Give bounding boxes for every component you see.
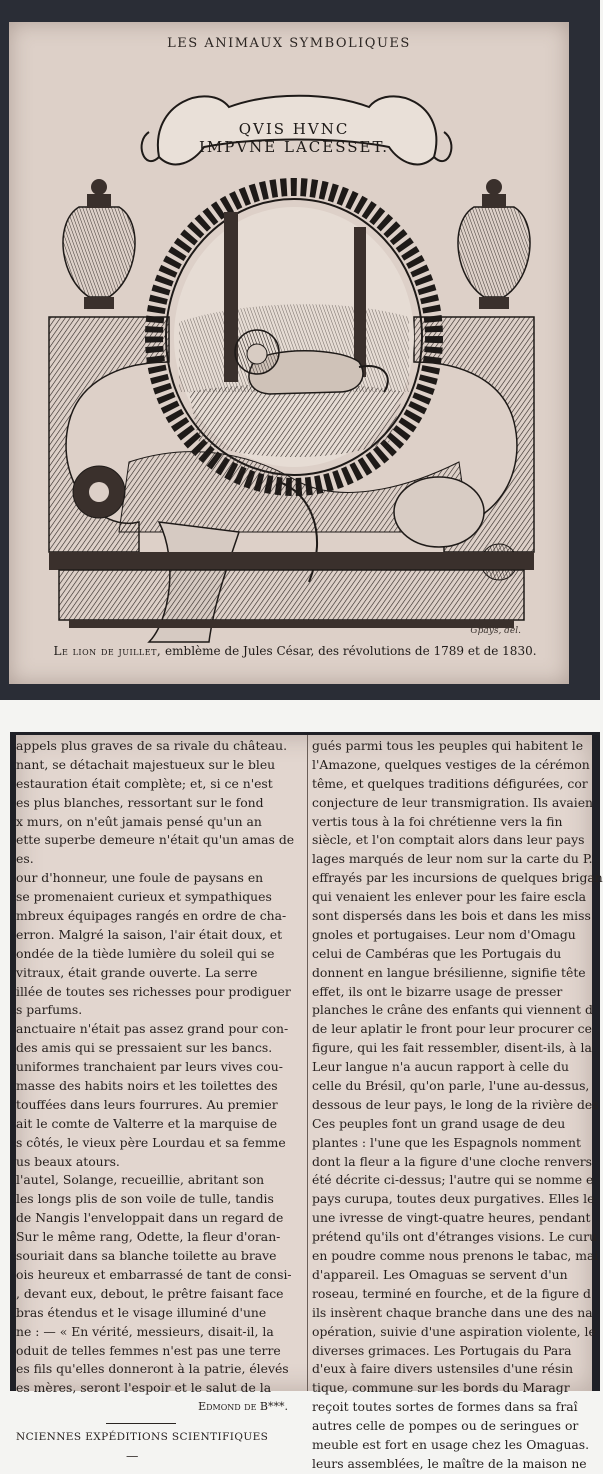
text-line: erron. Malgré la saison, l'air était doux, et	[16, 926, 283, 942]
right-urn	[458, 179, 530, 309]
text-line: dessous de leur pays, le long de la rivière des	[312, 1096, 599, 1112]
text-line: uniformes tranchaient par leurs vives cou-	[16, 1059, 283, 1075]
text-line: d'appareil. Les Omaguas se servent d'un	[312, 1266, 568, 1282]
left-column	[16, 737, 302, 1466]
text-line: Leur langue n'a aucun rapport à celle du	[312, 1059, 570, 1075]
lion-scene	[174, 207, 414, 467]
text-line: une ivresse de vingt-quatre heures, pendant	[312, 1210, 591, 1226]
text-line: ondée de la tiède lumière du soleil qui se	[16, 945, 275, 961]
text-line: touffées dans leurs fourrures. Au premier	[16, 1096, 278, 1112]
text-line: d'eux à faire divers ustensiles d'une résin	[312, 1361, 574, 1377]
text-line: celui de Cambéras que les Portugais du	[312, 945, 562, 961]
text-line: qui venaient les enlever pour les faire escla	[312, 889, 587, 905]
text-line: gnoles et portugaises. Leur nom d'Omagu	[312, 926, 576, 942]
text-line: de leur aplatir le front pour leur procurer ce	[312, 1021, 592, 1037]
text-line: ils insèrent chaque branche dans une des na	[312, 1304, 593, 1320]
motto-banner	[142, 96, 452, 165]
text-line: bras étendus et le visage illuminé d'une	[16, 1304, 267, 1320]
lion-engraving	[39, 62, 544, 662]
text-line: souriait dans sa blanche toilette au brave	[16, 1248, 277, 1264]
section-dash: —	[126, 1447, 139, 1463]
text-line: donnent en langue brésilienne, signifie tête	[312, 964, 586, 980]
engraving-caption	[31, 644, 559, 658]
artist-signature: Gpays, del.	[470, 626, 521, 636]
text-line: es plus blanches, ressortant sur le fond	[16, 794, 264, 810]
left-urn	[63, 179, 135, 309]
caption-title: Le lion de juillet,	[53, 644, 162, 658]
text-line: masse des habits noirs et les toilettes des	[16, 1078, 278, 1094]
text-line: gués parmi tous les peuples qui habitent le	[312, 738, 584, 753]
running-head: LES ANIMAUX SYMBOLIQUES	[167, 36, 411, 51]
text-line: planches le crâne des enfants qui viennent d	[312, 1002, 593, 1018]
text-line: mbreux équipages rangés en ordre de cha-	[16, 908, 287, 924]
text-line: effrayés par les incursions de quelques brigan	[312, 870, 603, 886]
text-line: us beaux atours.	[16, 1153, 120, 1169]
text-line: sont dispersés dans les bois et dans les miss	[312, 908, 591, 924]
text-line: été décrite ci-dessus; l'autre qui se nomme e	[312, 1172, 594, 1188]
page-gap	[0, 700, 600, 732]
text-line: figure, qui les fait ressembler, disent-ils, à la	[312, 1040, 592, 1056]
text-line: lages marqués de leur nom sur la carte du P.	[312, 851, 593, 867]
text-line: se promenaient curieux et sympathiques	[16, 889, 272, 905]
text-line: leurs assemblées, le maître de la maison ne	[312, 1455, 587, 1471]
text-line: Sur le même rang, Odette, la fleur d'oran-	[16, 1229, 281, 1245]
text-line: ette superbe demeure n'était qu'un amas de	[16, 832, 295, 848]
text-line: illée de toutes ses richesses pour prodiguer	[16, 983, 291, 999]
text-line: our d'honneur, une foule de paysans en	[16, 870, 264, 886]
text-line: de Nangis l'enveloppait dans un regard de	[16, 1210, 284, 1226]
text-line: tême, et quelques traditions défigurées, cor	[312, 775, 588, 791]
text-line: , devant eux, debout, le prêtre faisant face	[16, 1285, 284, 1301]
base-plinth	[49, 552, 534, 628]
text-line: celle du Brésil, qu'on parle, l'une au-dessus,	[312, 1078, 590, 1094]
text-line: meuble est fort en usage chez les Omaguas.	[312, 1436, 590, 1452]
text-line: pays curupa, toutes deux purgatives. Elles le	[312, 1191, 595, 1207]
column-divider	[307, 735, 308, 1391]
text-line: l'Amazone, quelques vestiges de la cérémon	[312, 756, 590, 772]
motto-line-1: QVIS HVNC	[238, 120, 350, 138]
text-line: des amis qui se pressaient sur les bancs.	[16, 1040, 273, 1056]
section-heading: NCIENNES EXPÉDITIONS SCIENTIFIQUES	[16, 1431, 269, 1444]
text-line: ois heureux et embarrassé de tant de consi-	[16, 1266, 292, 1282]
text-line: tique, commune sur les bords du Maragr	[312, 1380, 570, 1396]
text-clipping	[16, 735, 603, 1471]
text-line: roseau, terminé en fourche, et de la figure d	[312, 1285, 591, 1301]
text-line: reçoit toutes sortes de formes dans sa fraî	[312, 1399, 578, 1415]
text-line: ne : — « En vérité, messieurs, disait-il, la	[16, 1323, 274, 1339]
caption-text: emblème de Jules César, des révolutions de 1789 et de 1830.	[161, 644, 537, 658]
text-line: es.	[16, 851, 34, 867]
text-line: es fils qu'elles donneront à la patrie, élevés	[16, 1361, 289, 1377]
text-line: les longs plis de son voile de tulle, tandis	[16, 1191, 274, 1207]
text-line: s côtés, le vieux père Lourdau et sa femme	[16, 1134, 286, 1150]
text-line: nant, se détachait majestueux sur le bleu	[16, 756, 276, 772]
text-line: opération, suivie d'une aspiration violente, le	[312, 1323, 596, 1339]
text-line: ait le comte de Valterre et la marquise de	[16, 1115, 278, 1131]
text-line: anctuaire n'était pas assez grand pour con-	[16, 1021, 289, 1037]
text-line: siècle, et l'on comptait alors dans leur pays	[312, 832, 585, 848]
text-line: oduit de telles femmes n'est pas une terre	[16, 1342, 281, 1358]
text-line: s parfums.	[16, 1002, 83, 1018]
text-line: Ces peuples font un grand usage de deu	[312, 1115, 566, 1131]
text-line: estauration était complète; et, si ce n'est	[16, 775, 273, 791]
text-line: dont la fleur a la figure d'une cloche renvers	[312, 1153, 592, 1169]
text-line: vitraux, était grande ouverte. La serre	[16, 964, 258, 980]
engraving-clipping	[9, 22, 569, 684]
motto-line-2: IMPVNE LACESSET.	[198, 138, 390, 156]
text-line: x murs, on n'eût jamais pensé qu'un an	[16, 813, 262, 829]
text-line: es mères, seront l'espoir et le salut de la	[16, 1380, 272, 1396]
text-line: vertis tous à la foi chrétienne vers la fin	[312, 813, 563, 829]
text-line: effet, ils ont le bizarre usage de presser	[312, 983, 563, 999]
text-line: en poudre comme nous prenons le tabac, mai	[312, 1248, 599, 1264]
article-signature: Edmond de B***.	[198, 1400, 288, 1414]
text-line: autres celle de pompes ou de seringues or	[312, 1418, 579, 1434]
text-line: conjecture de leur transmigration. Ils avaien	[312, 794, 594, 810]
text-line: l'autel, Solange, recueillie, abritant son	[16, 1172, 265, 1188]
right-column	[312, 737, 603, 1474]
section-rule	[106, 1423, 176, 1424]
text-line: appels plus graves de sa rivale du château.	[16, 738, 288, 753]
text-line: prétend qu'ils ont d'étranges visions. Le curu	[312, 1229, 598, 1245]
text-line: plantes : l'une que les Espagnols nomment	[312, 1134, 581, 1150]
text-line: diverses grimaces. Les Portugais du Para	[312, 1342, 572, 1358]
